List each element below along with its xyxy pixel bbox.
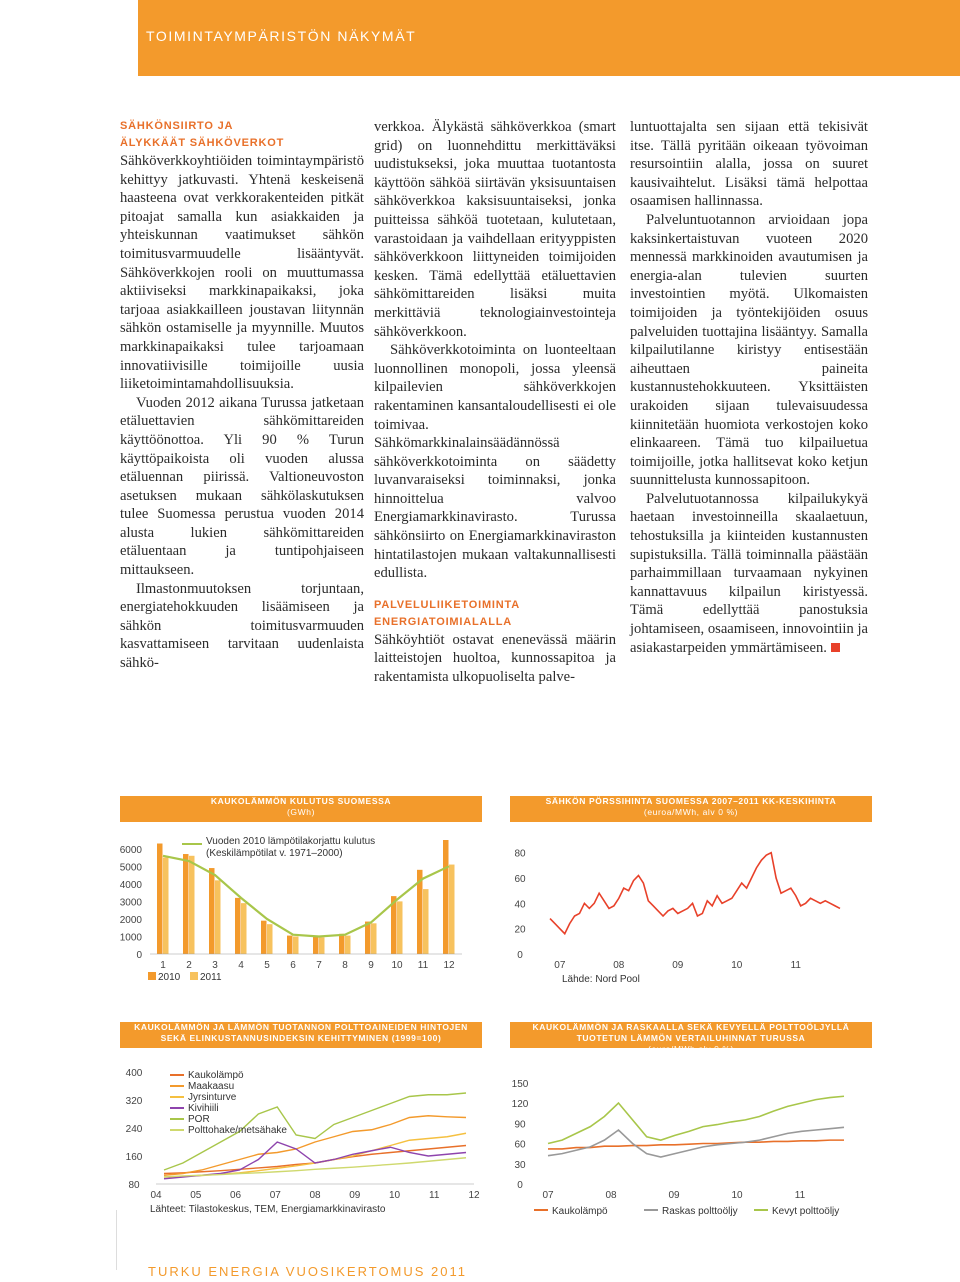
body-paragraph: Ilmastonmuutoksen torjuntaan, energiatehokkuuden lisäämiseen ja sähkön toimitusvarmuuden kasvattamiseen tarvitaan uudenlaista sähkö- <box>120 580 364 672</box>
body-paragraph: verkkoa. Älykästä sähköverkkoa (smart grid) on luonnehdittu merkittäväksi uudistukseksi, joka muuttaa tuotantosta käyttöön sähköä siirtävän yksisuuntaisen sähköverkkoa kaksisuuntaiseksi, jonka puitteissa sähköä tuotetaan, kulutetaan, varastoidaan ja vaihdellaan erityyppisten sähköverkkoon liittyneiden toimijoiden kesken. Tämä edellyttää etäluettavien sähkömittareiden lisäksi muita merkittäviä teknologiainvestointeja sähköverkkoon. <box>374 119 616 340</box>
bar-2010 <box>235 898 241 954</box>
bar-2010 <box>313 936 319 954</box>
chart2-title-bar <box>510 796 872 822</box>
section-heading: ÄLYKKÄÄT SÄHKÖVERKOT <box>120 137 285 149</box>
y-tick-label: 5000 <box>119 862 142 874</box>
y-tick-label: 6000 <box>119 844 142 856</box>
x-tick-label: 07 <box>269 1190 281 1201</box>
x-tick-label: 4 <box>238 960 244 971</box>
y-tick-label: 150 <box>511 1078 529 1090</box>
x-tick-label: 05 <box>190 1190 202 1201</box>
x-tick-label: 6 <box>290 960 296 971</box>
comparison-line <box>548 1140 844 1149</box>
y-tick-label: 60 <box>514 874 526 885</box>
body-paragraph: luntuottajalta sen sijaan että tekisivät itse. Tällä pyritään oikeaan työvoiman resursointiin alalla, jossa on suuret kausivaihtelut. Lisäksi tämä helpottaa osaamisen hallinnassa. <box>630 119 868 210</box>
bar-2010 <box>339 934 345 954</box>
legend-label: Kaukolämpö <box>188 1070 244 1081</box>
legend-label: Kevyt polttoöljy <box>772 1206 840 1217</box>
y-tick-label: 20 <box>514 924 526 936</box>
fuel-price-index-chart <box>110 1060 490 1220</box>
x-tick-label: 09 <box>668 1190 680 1201</box>
bar-2011 <box>241 903 247 954</box>
y-tick-label: 240 <box>125 1124 143 1135</box>
bar-2011 <box>371 923 377 954</box>
x-tick-label: 12 <box>468 1190 480 1201</box>
bar-2011 <box>449 865 455 954</box>
x-tick-label: 12 <box>443 960 455 971</box>
heat-price-comparison-chart <box>500 1060 880 1220</box>
text-column-3 <box>630 118 868 657</box>
price-line <box>550 853 840 934</box>
body-paragraph: Sähköverkkotoiminta on luonteeltaan luonnollinen monopoli, jossa yleensä kilpailevien sähköverkkojen rakentaminen kansantaloudellisesti ei ole toimivaa. Sähkömarkkinalainsäädännössä sähköverkkotoiminta on säädetty luvanvaraiseksi toiminnaksi, jonka hinnoittelua valvoo Energiamarkkinavirasto. Turussa sähkönsiirto on Energiamarkkinaviraston hintatilastojen mukaan valtakunnallisesti edullista. <box>374 342 616 582</box>
legend-label: Jyrsinturve <box>188 1092 237 1103</box>
y-tick-label: 320 <box>125 1096 143 1107</box>
legend-label: 2011 <box>200 972 222 983</box>
legend-label: (Keskilämpötilat v. 1971–2000) <box>206 848 343 859</box>
x-tick-label: 09 <box>349 1190 361 1201</box>
chart2-subtitle: (euroa/MWh, alv 0 %) <box>643 807 739 817</box>
footer: TURKU ENERGIA VUOSIKERTOMUS 2011 <box>148 1264 468 1279</box>
chart3-title: KAUKOLÄMMÖN JA LÄMMÖN TUOTANNON POLTTOAINEIDEN HINTOJEN SEKÄ ELINKUSTANNUSINDEKSIN KEHITTYMINEN (1999=100) <box>134 1022 468 1043</box>
bar-2011 <box>293 936 299 954</box>
y-tick-label: 4000 <box>119 879 142 891</box>
y-tick-label: 90 <box>514 1119 526 1131</box>
bar-2011 <box>397 901 403 954</box>
x-tick-label: 11 <box>790 960 801 971</box>
y-tick-label: 2000 <box>119 914 142 926</box>
x-tick-label: 08 <box>613 960 625 971</box>
bar-2010 <box>157 844 163 954</box>
x-tick-label: 5 <box>264 960 270 971</box>
x-tick-label: 07 <box>542 1190 554 1201</box>
bar-2010 <box>183 854 189 954</box>
source-note: Lähteet: Tilastokeskus, TEM, Energiamarkkinavirasto <box>150 1204 386 1215</box>
chart4-title-bar <box>510 1022 872 1054</box>
y-tick-label: 40 <box>514 899 526 911</box>
legend-label: Kivihiili <box>188 1103 219 1114</box>
body-paragraph: Sähköverkkoyhtiöiden toimintaympäristö kehittyy jatkuvasti. Yhtenä keskeisenä haasteena ovat verkkorakenteiden pitkät pitoajat samalla kun asiakkaiden ja yhteiskunnan vaatimukset sähkön toimitusvarmuudelle lisääntyvät. Sähköverkkojen rooli on muuttumassa aktiiviseksi markkinapaikaksi, joka tarjoaa asiakkailleen joustavan liitynnän sähkön ostamiselle ja myynnille. Muutos markkinapaikaksi tulee tarjoamaan innovatiivisille toimijoille uusia liiketoimintamahdollisuuksia. <box>120 153 364 393</box>
bar-2011 <box>215 880 221 954</box>
bar-2011 <box>163 858 169 954</box>
y-tick-label: 0 <box>136 950 142 961</box>
y-tick-label: 0 <box>517 950 523 961</box>
bar-2010 <box>287 936 293 954</box>
legend-label: Vuoden 2010 lämpötilakorjattu kulutus <box>206 836 376 847</box>
bar-2010 <box>365 922 371 954</box>
y-tick-label: 1000 <box>119 932 142 944</box>
x-tick-label: 10 <box>731 960 743 971</box>
comparison-line <box>548 1096 844 1143</box>
body-text: Palvelutuotannossa kilpailukykyä haetaan investoinneilla skaalaetuun, tehostuksilla ja kiinteiden kustannusten supistuksilla. Tällä toiminnalla päästään parhaimmillaan turvaamaan nykyinen kannattavuus kilpailun kiristyessä. Tämä edellyttää panostuksia johtamiseen, osaamiseen, innovointiin ja asiakastarpeiden ymmärtämiseen. <box>630 490 868 656</box>
chart4-title: KAUKOLÄMMÖN JA RASKAALLA SEKÄ KEVYELLÄ POLTTOÖLJYLLÄ TUOTETUN LÄMMÖN VERTAILUHINNAT TURUSSA <box>532 1022 850 1043</box>
article-end-mark <box>831 643 840 652</box>
body-paragraph: Vuoden 2012 aikana Turussa jatketaan etäluettavien sähkömittareiden käyttöönottoa. Yli 90 % Turun käyttöpaikoista oli vuoden alussa etäluennan piirissä. Valtioneuvoston asetuksen mukaan sähkölaskutuksen tulee Suomessa perustua vuoden 2014 alusta lukien sähkömittareiden etäluentaan ja tuntipohjaiseen mittaukseen. <box>120 394 364 579</box>
x-tick-label: 9 <box>368 960 374 971</box>
section-heading: ENERGIATOIMIALALLA <box>374 615 513 628</box>
text-column-2 <box>374 118 616 687</box>
chart2-title: SÄHKÖN PÖRSSIHINTA SUOMESSA 2007–2011 KK-KESKIHINTA <box>545 796 837 806</box>
x-tick-label: 8 <box>342 960 348 971</box>
body-paragraph: Palveluntuotannon arvioidaan jopa kaksinkertaistuvan vuoteen 2020 mennessä markkinoiden avautumisen ja energia-alan tulevien suurten investointien myötä. Ulkomaisten toimijoiden ja työntekijöiden osuus palveluiden tuottajina lisääntyy. Samalla kilpailutilanne kiristyy entisestään aiheuttaen paineita kustannustehokkuuteen. Yksittäisten urakoiden sijaan tulevaisuudessa kiinnitetään huomiota verkostojen koko elinkaareen. Tämä tuo kilpailuetua toimijoille, jotka hallitsevat koko ketjun suunnittelusta kunnossapitoon. <box>630 211 868 489</box>
legend-swatch <box>190 972 198 980</box>
electricity-exchange-price-chart <box>500 826 870 996</box>
page-margin-rule <box>116 1210 141 1270</box>
legend-label: Maakaasu <box>188 1081 235 1092</box>
y-tick-label: 0 <box>517 1180 523 1191</box>
section-header <box>138 0 960 76</box>
x-tick-label: 11 <box>794 1190 806 1201</box>
chart3-title-bar <box>120 1022 482 1048</box>
bar-2011 <box>267 924 273 954</box>
chart1-subtitle: (GWh) <box>286 807 316 817</box>
body-paragraph: Sähköyhtiöt ostavat enenevässä määrin laitteistojen huoltoa, kunnossapitoa ja rakentamista ulkopuoliselta palve- <box>374 631 616 686</box>
y-tick-label: 120 <box>511 1099 529 1110</box>
corrected-consumption-line <box>163 856 449 937</box>
bar-2010 <box>443 840 449 954</box>
y-tick-label: 60 <box>514 1139 526 1151</box>
x-tick-label: 10 <box>731 1190 743 1201</box>
y-tick-label: 160 <box>125 1152 143 1163</box>
text-column-1 <box>120 118 364 673</box>
source-note: Lähde: Nord Pool <box>562 974 640 985</box>
x-tick-label: 11 <box>417 960 429 971</box>
section-title: TOIMINTAYMPÄRISTÖN NÄKYMÄT <box>146 28 417 44</box>
bar-2010 <box>209 868 215 954</box>
chart1-title: KAUKOLÄMMÖN KULUTUS SUOMESSA <box>210 796 392 806</box>
legend-label: Polttohake/metsähake <box>188 1125 287 1136</box>
bar-2011 <box>345 936 351 954</box>
x-tick-label: 10 <box>391 960 403 971</box>
x-tick-label: 04 <box>150 1190 162 1201</box>
chart4-subtitle: (euro/MWh alv 0 %) <box>648 1044 734 1054</box>
x-tick-label: 2 <box>186 960 192 971</box>
legend-label: 2010 <box>158 972 181 983</box>
x-tick-label: 3 <box>212 960 218 971</box>
legend-label: POR <box>188 1114 210 1125</box>
y-tick-label: 30 <box>514 1159 526 1171</box>
x-tick-label: 1 <box>160 960 166 971</box>
bar-2011 <box>189 856 195 954</box>
x-tick-label: 7 <box>316 960 322 971</box>
x-tick-label: 10 <box>388 1190 401 1201</box>
legend-label: Kaukolämpö <box>552 1206 608 1217</box>
body-paragraph <box>630 490 868 657</box>
section-heading: SÄHKÖNSIIRTO JA <box>120 120 234 132</box>
x-tick-label: 06 <box>229 1190 242 1201</box>
comparison-line <box>548 1127 844 1157</box>
y-tick-label: 3000 <box>119 897 142 909</box>
bar-2011 <box>319 937 325 954</box>
x-tick-label: 07 <box>554 960 566 971</box>
chart1-title-bar <box>120 796 482 822</box>
y-tick-label: 80 <box>514 848 526 860</box>
legend-swatch <box>148 972 156 980</box>
y-tick-label: 400 <box>125 1068 143 1079</box>
district-heat-consumption-chart <box>110 826 480 996</box>
x-tick-label: 11 <box>429 1190 440 1201</box>
section-heading: PALVELULIIKETOIMINTA <box>374 598 520 611</box>
x-tick-label: 08 <box>309 1190 321 1201</box>
bar-2010 <box>261 921 267 954</box>
y-tick-label: 80 <box>128 1180 140 1191</box>
bar-2011 <box>423 889 429 954</box>
x-tick-label: 09 <box>672 960 684 971</box>
x-tick-label: 08 <box>605 1190 617 1201</box>
legend-label: Raskas polttoöljy <box>662 1206 738 1217</box>
